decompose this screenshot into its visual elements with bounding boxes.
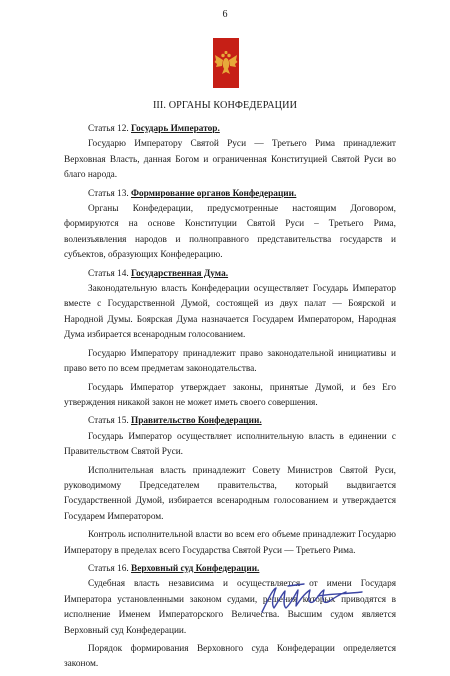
handwritten-signature (258, 582, 368, 618)
article-number: Статья 15. (88, 416, 129, 427)
article-block (64, 414, 396, 559)
article-block (64, 122, 396, 184)
article-number: Статья 14. (88, 268, 129, 279)
article-block (64, 267, 396, 412)
article-header (64, 414, 396, 429)
article-number: Статья 12. (88, 124, 129, 134)
paragraph: Исполнительная власть принадлежит Совету Министров Святой Руси, руководимому Председателем правительства, который выдвигается Государственной Думой, избирается всенародным голосованием и утверждается Государем Императором. (64, 465, 396, 522)
paragraph: Судебная власть независима и осуществляется от имени Государя Императора установленными законом судами, решения которых приводятся в исполнение Именем Императорского Величества. Высшим судом является Верховный суд Конфедерации. (64, 579, 396, 636)
article-title: Государь Император. (131, 124, 220, 134)
paragraph: Государь Император утверждает законы, принятые Думой, и без Его утверждения никакой закон не может иметь своего совершения. (64, 382, 396, 408)
article-number: Статья 13. (88, 188, 129, 199)
paragraph: Государю Императору Святой Руси — Третьего Рима принадлежит Верховная Власть, данная Богом и ограниченная Конституцией Святой Руси во благо народа. (64, 139, 396, 181)
paragraph: Контроль исполнительной власти во всем его объеме принадлежит Государю Императору в пределах всего Государства Святой Руси — Третьего Рима. (64, 530, 396, 556)
page-number: 6 (222, 9, 228, 20)
article-header (64, 122, 396, 137)
article-header (64, 562, 396, 577)
paragraph: Порядок формирования Верховного суда Конфедерации определяется законом. (64, 644, 396, 670)
article-title: Верховный суд Конфедерации. (131, 563, 260, 574)
paragraph: Законодательную власть Конфедерации осуществляет Государь Император вместе с Государственной Думой, состоящей из двух палат — Боярской и Народной Думы. Боярская Дума назначается Государем Императором, Народная Дума избирается всенародным голосованием. (64, 284, 396, 341)
article-title: Формирование органов Конфедерации. (131, 188, 297, 199)
double-headed-eagle-flag-icon (213, 38, 239, 88)
section-heading: III. ОРГАНЫ КОНФЕДЕРАЦИИ (152, 100, 298, 111)
article-header (64, 267, 396, 282)
article-block (64, 187, 396, 264)
article-number: Статья 16. (88, 563, 129, 574)
paragraph: Органы Конфедерации, предусмотренные настоящим Договором, формируются на основе Конституции Святой Руси – Третьего Рима, волеизъявления народов и полноправного представительства государств и субъектов, образующих Конфедерацию. (64, 204, 396, 261)
paragraph: Государь Император осуществляет исполнительную власть в единении с Правительством Святой Руси. (64, 431, 396, 458)
paragraph: Государю Императору принадлежит право законодательной инициативы и право вето по всем предметам законодательства. (64, 348, 396, 375)
article-title: Государственная Дума. (131, 268, 229, 279)
article-title: Правительство Конфедерации. (131, 416, 262, 427)
article-header (64, 187, 396, 202)
